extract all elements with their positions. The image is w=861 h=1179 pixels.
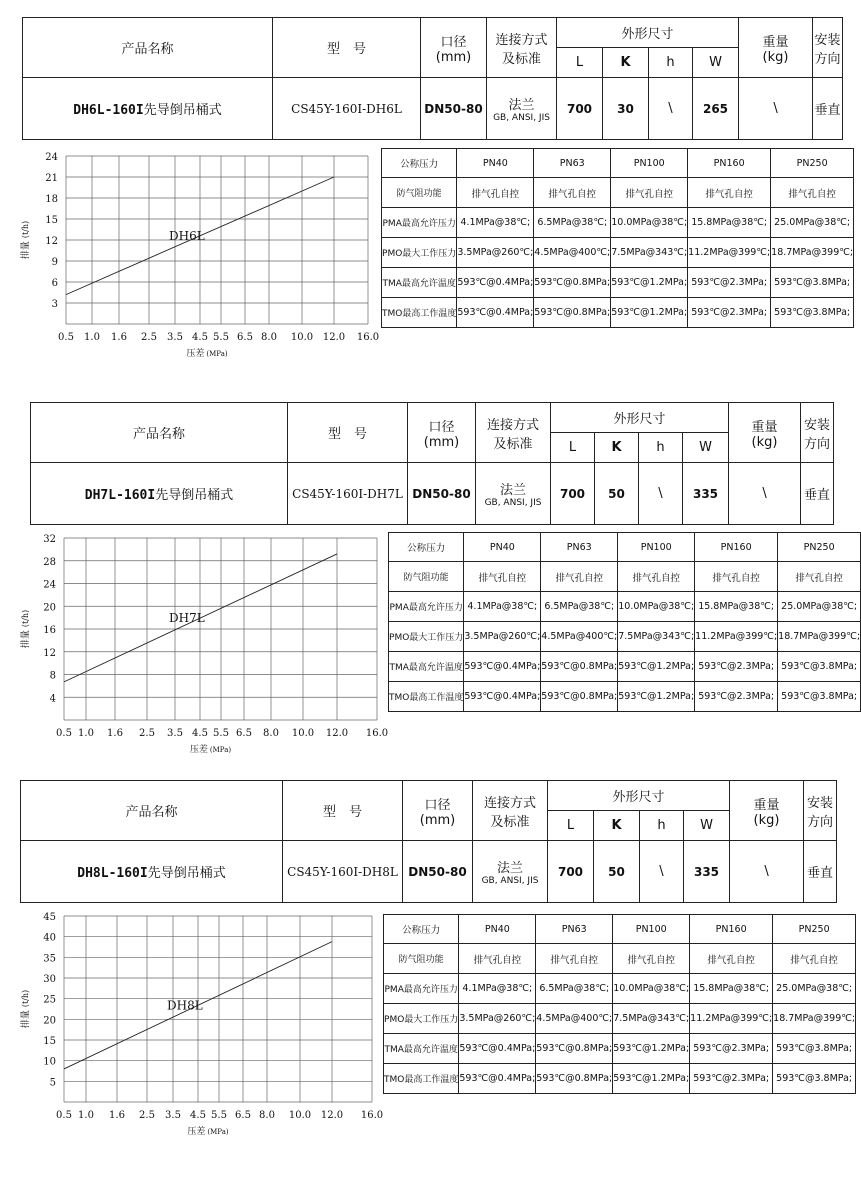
header-weight-line2: (kg) [762, 49, 789, 65]
spec-cell: 排气孔自控 [690, 944, 773, 974]
spec-header-pn: PN160 [690, 915, 773, 944]
x-tick-label: 2.5 [139, 728, 155, 739]
spec-cell: 6.5MPa@38℃; [536, 974, 613, 1004]
y-tick-label: 18 [45, 194, 58, 205]
y-tick-label: 15 [43, 1036, 56, 1047]
product-table [20, 780, 837, 903]
connection-standard: GB, ANSI, JIS [484, 498, 542, 508]
x-tick-label: 12.0 [325, 728, 349, 739]
spec-header-pn: PN40 [459, 915, 536, 944]
x-axis-label [186, 347, 227, 359]
x-tick-label: 1.6 [109, 1110, 125, 1121]
spec-cell: 4.1MPa@38℃; [464, 592, 541, 622]
product-dim-w: 335 [683, 463, 729, 525]
header-connection-line1: 连接方式 [495, 32, 548, 48]
x-tick-label: 6.5 [235, 1110, 251, 1121]
x-axis-label-text: 压差 [186, 349, 205, 359]
spec-cell: 593℃@1.2MPa; [618, 652, 695, 682]
spec-cell: 4.1MPa@38℃; [457, 208, 534, 238]
product-code: DH8L-160I [77, 866, 148, 881]
header-connection [476, 403, 551, 463]
header-weight-line2: (kg) [751, 434, 778, 450]
spec-header-pn: PN40 [457, 149, 534, 178]
header-connection-line2: 及标准 [501, 51, 541, 67]
x-tick-label: 4.5 [192, 728, 208, 739]
spec-cell: 593℃@1.2MPa; [611, 298, 688, 328]
product-dim-h: \ [639, 463, 683, 525]
spec-cell: 593℃@1.2MPa; [613, 1034, 690, 1064]
x-tick-label: 16.0 [356, 332, 380, 343]
product-code: DH6L-160I [73, 103, 144, 118]
x-axis-unit: (MPa) [209, 746, 232, 754]
spec-cell: 4.5MPa@400℃; [534, 238, 611, 268]
spec-cell: 593℃@0.8MPa; [536, 1034, 613, 1064]
spec-cell: 7.5MPa@343℃; [618, 622, 695, 652]
spec-cell: 593℃@0.4MPa; [464, 682, 541, 712]
spec-cell: 排气孔自控 [611, 178, 688, 208]
spec-cell: 排气孔自控 [695, 562, 778, 592]
header-bore-line1: 口径 [440, 34, 467, 50]
spec-cell: 593℃@0.8MPa; [541, 682, 618, 712]
header-bore [403, 781, 473, 841]
spec-cell: 4.1MPa@38℃; [459, 974, 536, 1004]
x-tick-label: 0.5 [58, 332, 74, 343]
header-dimensions: 外形尺寸 [548, 781, 730, 811]
spec-cell: 排气孔自控 [457, 178, 534, 208]
spec-cell: 10.0MPa@38℃; [613, 974, 690, 1004]
y-tick-label: 30 [43, 974, 56, 985]
header-model: 型 号 [288, 403, 408, 463]
spec-cell: 3.5MPa@260℃; [459, 1004, 536, 1034]
x-tick-label: 1.6 [111, 332, 127, 343]
y-tick-label: 12 [45, 236, 58, 247]
spec-header-pn: PN63 [534, 149, 611, 178]
x-tick-label: 0.5 [56, 1110, 72, 1121]
x-tick-label: 3.5 [167, 728, 183, 739]
y-tick-label: 6 [51, 278, 58, 289]
header-bore-line1: 口径 [424, 797, 451, 813]
product-weight: \ [729, 463, 801, 525]
product-dim-w: 265 [693, 78, 739, 140]
y-tick-label: 12 [43, 647, 56, 659]
spec-cell: 593℃@2.3MPa; [690, 1034, 773, 1064]
spec-cell: 593℃@3.8MPa; [778, 652, 861, 682]
spec-row-label: 防气阻功能 [389, 562, 464, 592]
header-mount [813, 18, 843, 78]
y-axis-unit: (t/h) [21, 989, 30, 1008]
spec-row-label: PMO最大工作压力 [384, 1004, 459, 1034]
y-tick-label: 16 [43, 625, 56, 636]
product-connection [476, 463, 551, 525]
x-tick-label: 1.6 [107, 728, 123, 739]
spec-cell: 593℃@0.4MPa; [457, 268, 534, 298]
header-dim-w: W [683, 433, 729, 463]
y-tick-label: 40 [43, 932, 56, 944]
header-dimensions: 外形尺寸 [557, 18, 739, 48]
spec-cell: 6.5MPa@38℃; [541, 592, 618, 622]
series-label: DH7L [169, 610, 205, 625]
spec-row-label: TMO最高工作温度 [389, 682, 464, 712]
spec-cell: 25.0MPa@38℃; [771, 208, 854, 238]
spec-cell: 18.7MPa@399℃; [771, 238, 854, 268]
y-tick-label: 20 [43, 1015, 56, 1027]
product-table [30, 402, 834, 525]
product-model: CS45Y-160I-DH7L [288, 463, 408, 525]
spec-header-pn: PN250 [778, 533, 861, 562]
connection-standard: GB, ANSI, JIS [493, 113, 550, 123]
header-bore-line2: (mm) [419, 812, 456, 828]
product-bore: DN50-80 [403, 841, 473, 903]
x-tick-label: 5.5 [213, 728, 229, 739]
y-tick-label: 35 [43, 953, 56, 965]
spec-table [381, 148, 854, 328]
product-dim-l: 700 [551, 463, 595, 525]
spec-cell: 排气孔自控 [613, 944, 690, 974]
spec-cell: 593℃@3.8MPa; [771, 298, 854, 328]
spec-cell: 593℃@1.2MPa; [611, 268, 688, 298]
x-tick-label: 10.0 [291, 728, 315, 739]
spec-cell: 593℃@3.8MPa; [773, 1034, 856, 1064]
header-connection-line1: 连接方式 [483, 795, 536, 811]
spec-cell: 25.0MPa@38℃; [773, 974, 856, 1004]
product-bore: DN50-80 [421, 78, 487, 140]
product-dim-h: \ [640, 841, 684, 903]
x-tick-label: 10.0 [290, 332, 314, 343]
x-axis-label [190, 743, 231, 755]
spec-table [388, 532, 861, 712]
spec-cell: 593℃@2.3MPa; [695, 652, 778, 682]
header-dim-w: W [684, 811, 730, 841]
spec-cell: 排气孔自控 [771, 178, 854, 208]
header-product-name: 产品名称 [31, 403, 288, 463]
x-tick-label: 2.5 [139, 1110, 155, 1121]
x-tick-label: 1.0 [84, 332, 100, 343]
header-connection [487, 18, 557, 78]
product-bore: DN50-80 [408, 463, 476, 525]
header-mount-line2: 方向 [804, 436, 831, 452]
spec-cell: 593℃@1.2MPa; [613, 1064, 690, 1094]
header-dim-k: K [594, 811, 640, 841]
spec-cell: 10.0MPa@38℃; [611, 208, 688, 238]
spec-cell: 排气孔自控 [534, 178, 611, 208]
spec-cell: 593℃@0.4MPa; [464, 652, 541, 682]
header-bore-line1: 口径 [428, 419, 455, 435]
spec-cell: 18.7MPa@399℃; [778, 622, 861, 652]
x-axis-unit: (MPa) [207, 1128, 229, 1136]
x-tick-label: 1.0 [78, 728, 94, 739]
y-tick-label: 10 [43, 1056, 56, 1068]
header-connection-line1: 连接方式 [486, 417, 539, 433]
header-connection-line2: 及标准 [490, 814, 530, 830]
x-tick-label: 0.5 [56, 728, 72, 739]
header-bore [408, 403, 476, 463]
spec-cell: 25.0MPa@38℃; [778, 592, 861, 622]
header-product-name: 产品名称 [21, 781, 283, 841]
spec-cell: 593℃@2.3MPa; [688, 298, 771, 328]
spec-cell: 4.5MPa@400℃; [541, 622, 618, 652]
y-axis-label-text: 排量 [21, 630, 31, 649]
spec-row-label: 防气阻功能 [384, 944, 459, 974]
y-tick-label: 45 [43, 912, 56, 923]
header-dimensions: 外形尺寸 [551, 403, 729, 433]
product-model: CS45Y-160I-DH6L [273, 78, 421, 140]
series-label: DH6L [169, 228, 205, 243]
x-tick-label: 12.0 [320, 1110, 344, 1121]
y-tick-label: 20 [43, 602, 56, 614]
spec-row-label: 防气阻功能 [382, 178, 457, 208]
spec-cell: 593℃@0.8MPa; [534, 298, 611, 328]
spec-cell: 593℃@3.8MPa; [778, 682, 861, 712]
x-tick-label: 4.5 [192, 332, 208, 343]
header-mount-line1: 安装 [807, 795, 834, 811]
product-dim-l: 700 [548, 841, 594, 903]
header-mount [801, 403, 834, 463]
spec-cell: 7.5MPa@343℃; [611, 238, 688, 268]
spec-cell: 593℃@2.3MPa; [695, 682, 778, 712]
y-tick-label: 15 [45, 215, 58, 226]
y-tick-label: 3 [51, 299, 58, 310]
product-table [22, 17, 843, 140]
x-tick-label: 3.5 [165, 1110, 181, 1121]
x-tick-label: 2.5 [141, 332, 157, 343]
y-tick-label: 5 [49, 1077, 56, 1089]
header-weight-line1: 重量 [753, 797, 780, 813]
spec-cell: 593℃@0.8MPa; [536, 1064, 613, 1094]
spec-row-label: TMA最高允许温度 [384, 1034, 459, 1064]
header-model: 型 号 [273, 18, 421, 78]
spec-header-pn: PN100 [618, 533, 695, 562]
spec-cell: 3.5MPa@260℃; [464, 622, 541, 652]
header-mount-line2: 方向 [807, 814, 834, 830]
spec-cell: 11.2MPa@399℃; [688, 238, 771, 268]
spec-header-pn: PN250 [773, 915, 856, 944]
spec-cell: 593℃@0.4MPa; [459, 1034, 536, 1064]
x-axis-label-text: 压差 [189, 745, 208, 755]
spec-cell: 6.5MPa@38℃; [534, 208, 611, 238]
spec-cell: 10.0MPa@38℃; [618, 592, 695, 622]
header-dim-l: L [557, 48, 603, 78]
x-tick-label: 10.0 [288, 1110, 312, 1121]
header-dim-h: h [639, 433, 683, 463]
header-dim-k: K [595, 433, 639, 463]
spec-header-pn: PN63 [541, 533, 618, 562]
spec-cell: 15.8MPa@38℃; [695, 592, 778, 622]
x-axis-unit: (MPa) [206, 350, 228, 358]
header-dim-h: h [649, 48, 693, 78]
product-dim-k: 30 [603, 78, 649, 140]
spec-row-label: TMA最高允许温度 [389, 652, 464, 682]
spec-cell: 3.5MPa@260℃; [457, 238, 534, 268]
y-tick-label: 21 [45, 173, 58, 184]
header-mount-line2: 方向 [814, 51, 841, 67]
spec-cell: 排气孔自控 [618, 562, 695, 592]
product-code: DH7L-160I [84, 488, 156, 503]
spec-header-pn: PN100 [613, 915, 690, 944]
spec-row-label: PMA最高允许压力 [382, 208, 457, 238]
spec-header-pn: PN63 [536, 915, 613, 944]
header-weight [729, 403, 801, 463]
y-axis-unit: (t/h) [21, 609, 30, 628]
x-tick-label: 1.0 [78, 1110, 94, 1121]
x-tick-label: 6.5 [236, 728, 252, 739]
header-weight [730, 781, 804, 841]
y-axis-label-text: 排量 [21, 241, 31, 260]
header-mount-line1: 安装 [804, 417, 831, 433]
y-axis-label [19, 610, 31, 648]
y-axis-label [19, 990, 31, 1028]
y-axis-unit: (t/h) [21, 220, 30, 239]
product-name [31, 463, 288, 525]
spec-header-pn: PN160 [688, 149, 771, 178]
header-dim-h: h [640, 811, 684, 841]
product-mount: 垂直 [804, 841, 837, 903]
spec-cell: 7.5MPa@343℃; [613, 1004, 690, 1034]
spec-cell: 排气孔自控 [459, 944, 536, 974]
header-bore-line2: (mm) [423, 434, 460, 450]
header-bore [421, 18, 487, 78]
spec-cell: 排气孔自控 [778, 562, 861, 592]
spec-cell: 18.7MPa@399℃; [773, 1004, 856, 1034]
product-name [21, 841, 283, 903]
spec-row-label: TMO最高工作温度 [382, 298, 457, 328]
flow-chart [20, 530, 389, 770]
product-connection [473, 841, 548, 903]
spec-cell: 593℃@0.4MPa; [459, 1064, 536, 1094]
x-tick-label: 3.5 [167, 332, 183, 343]
x-tick-label: 8.0 [261, 332, 277, 343]
spec-cell: 11.2MPa@399℃; [690, 1004, 773, 1034]
header-weight-line1: 重量 [762, 34, 789, 50]
product-mount: 垂直 [801, 463, 834, 525]
header-model: 型 号 [283, 781, 403, 841]
header-mount-line1: 安装 [814, 32, 841, 48]
product-dim-h: \ [649, 78, 693, 140]
x-tick-label: 8.0 [263, 728, 279, 739]
spec-row-label: PMA最高允许压力 [389, 592, 464, 622]
x-tick-label: 16.0 [360, 1110, 384, 1121]
y-tick-label: 8 [49, 670, 56, 682]
spec-header-label: 公称压力 [382, 149, 457, 178]
header-bore-line2: (mm) [435, 49, 472, 65]
connection-type: 法兰 [499, 483, 526, 498]
product-dim-w: 335 [684, 841, 730, 903]
spec-row-label: PMA最高允许压力 [384, 974, 459, 1004]
spec-cell: 排气孔自控 [464, 562, 541, 592]
spec-cell: 593℃@1.2MPa; [618, 682, 695, 712]
header-connection [473, 781, 548, 841]
header-dim-l: L [548, 811, 594, 841]
product-dim-k: 50 [595, 463, 639, 525]
connection-standard: GB, ANSI, JIS [481, 876, 539, 886]
y-tick-label: 9 [51, 257, 58, 268]
spec-header-pn: PN40 [464, 533, 541, 562]
x-tick-label: 12.0 [322, 332, 346, 343]
spec-header-pn: PN250 [771, 149, 854, 178]
product-type: 先导倒吊桶式 [147, 866, 226, 881]
y-tick-label: 32 [43, 534, 56, 545]
y-tick-label: 4 [49, 693, 56, 705]
y-tick-label: 25 [43, 994, 56, 1006]
connection-type: 法兰 [508, 98, 535, 113]
spec-row-label: TMA最高允许温度 [382, 268, 457, 298]
spec-row-label: PMO最大工作压力 [382, 238, 457, 268]
header-weight-line1: 重量 [751, 419, 778, 435]
spec-header-pn: PN100 [611, 149, 688, 178]
spec-cell: 593℃@3.8MPa; [773, 1064, 856, 1094]
series-label: DH8L [167, 998, 203, 1013]
header-connection-line2: 及标准 [493, 436, 533, 452]
spec-cell: 593℃@0.8MPa; [541, 652, 618, 682]
spec-header-label: 公称压力 [389, 533, 464, 562]
x-tick-label: 6.5 [237, 332, 253, 343]
x-tick-label: 5.5 [211, 1110, 227, 1121]
x-tick-label: 4.5 [190, 1110, 206, 1121]
spec-cell: 593℃@3.8MPa; [771, 268, 854, 298]
product-model: CS45Y-160I-DH8L [283, 841, 403, 903]
x-tick-label: 5.5 [213, 332, 229, 343]
header-dim-l: L [551, 433, 595, 463]
y-tick-label: 24 [43, 579, 56, 591]
header-product-name: 产品名称 [23, 18, 273, 78]
product-connection [487, 78, 557, 140]
spec-cell: 593℃@0.8MPa; [534, 268, 611, 298]
flow-chart [20, 148, 380, 378]
x-axis-label [187, 1125, 228, 1137]
spec-cell: 593℃@2.3MPa; [690, 1064, 773, 1094]
product-weight: \ [730, 841, 804, 903]
product-mount: 垂直 [813, 78, 843, 140]
spec-row-label: TMO最高工作温度 [384, 1064, 459, 1094]
product-type: 先导倒吊桶式 [143, 103, 222, 118]
spec-row-label: PMO最大工作压力 [389, 622, 464, 652]
spec-cell: 排气孔自控 [541, 562, 618, 592]
y-axis-label [19, 221, 31, 259]
header-weight-line2: (kg) [753, 812, 780, 828]
spec-cell: 15.8MPa@38℃; [688, 208, 771, 238]
x-tick-label: 16.0 [365, 728, 389, 739]
spec-header-pn: PN160 [695, 533, 778, 562]
flow-chart [20, 908, 384, 1148]
spec-table [383, 914, 856, 1094]
y-tick-label: 24 [45, 152, 58, 163]
header-mount [804, 781, 837, 841]
spec-cell: 593℃@2.3MPa; [688, 268, 771, 298]
spec-cell: 排气孔自控 [536, 944, 613, 974]
product-weight: \ [739, 78, 813, 140]
header-weight [739, 18, 813, 78]
spec-cell: 排气孔自控 [688, 178, 771, 208]
y-axis-label-text: 排量 [21, 1010, 31, 1029]
product-dim-l: 700 [557, 78, 603, 140]
spec-cell: 15.8MPa@38℃; [690, 974, 773, 1004]
spec-cell: 4.5MPa@400℃; [536, 1004, 613, 1034]
spec-cell: 排气孔自控 [773, 944, 856, 974]
connection-type: 法兰 [496, 861, 523, 876]
spec-header-label: 公称压力 [384, 915, 459, 944]
spec-cell: 11.2MPa@399℃; [695, 622, 778, 652]
x-tick-label: 8.0 [259, 1110, 275, 1121]
x-axis-label-text: 压差 [187, 1127, 206, 1137]
product-type: 先导倒吊桶式 [155, 488, 234, 503]
header-dim-k: K [603, 48, 649, 78]
header-dim-w: W [693, 48, 739, 78]
product-name [23, 78, 273, 140]
spec-cell: 593℃@0.4MPa; [457, 298, 534, 328]
y-tick-label: 28 [43, 556, 56, 568]
product-dim-k: 50 [594, 841, 640, 903]
